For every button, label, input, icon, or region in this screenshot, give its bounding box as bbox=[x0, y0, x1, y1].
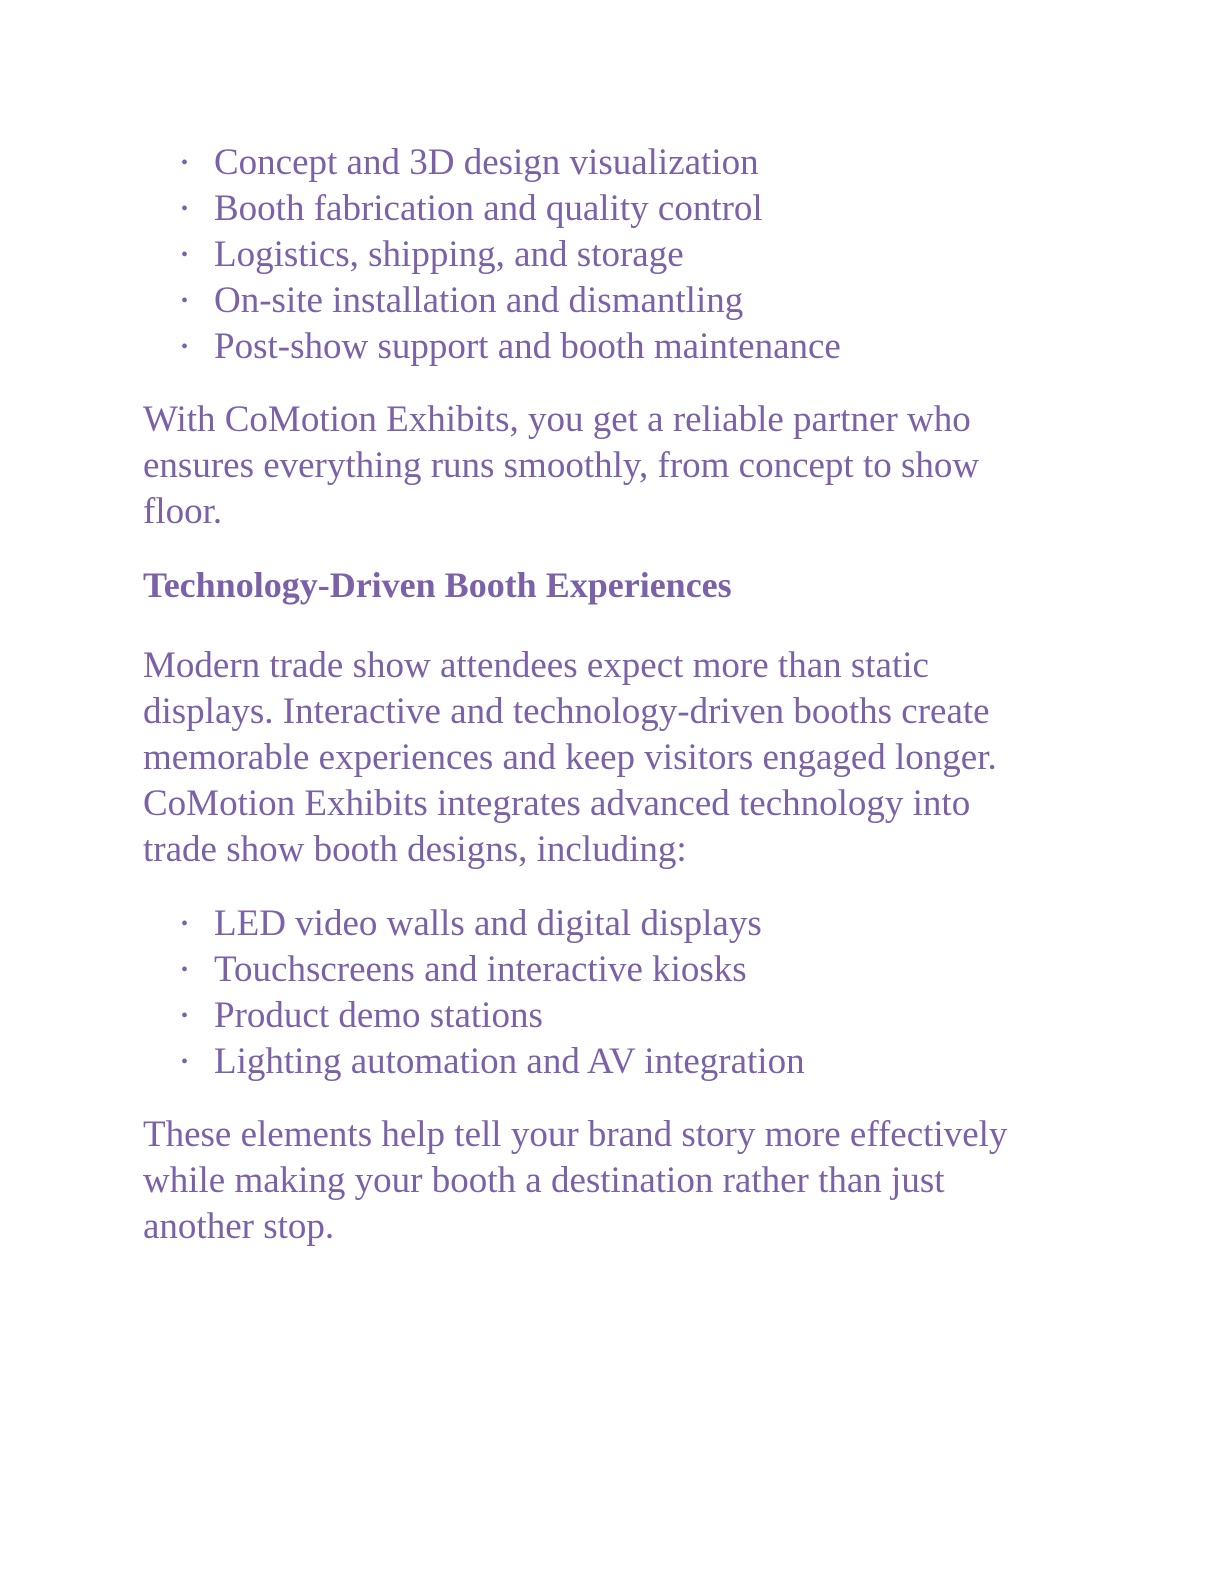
bullet-icon: • bbox=[181, 959, 189, 981]
document-page bbox=[143, 140, 1093, 1250]
list-item: • Product demo stations bbox=[143, 993, 1093, 1039]
list-item: • Touchscreens and interactive kiosks bbox=[143, 947, 1093, 993]
paragraph-line: ensures everything runs smoothly, from concept to show bbox=[143, 445, 980, 486]
list-item: • Logistics, shipping, and storage bbox=[143, 232, 1093, 278]
paragraph-line: Modern trade show attendees expect more than static bbox=[143, 645, 929, 686]
paragraph-line: These elements help tell your brand story more effectively bbox=[143, 1114, 1008, 1155]
paragraph-line: another stop. bbox=[143, 1206, 335, 1247]
list-item: • Post-show support and booth maintenance bbox=[143, 324, 1093, 370]
bullet-icon: • bbox=[181, 290, 189, 312]
services-list bbox=[143, 140, 1093, 370]
bullet-icon: • bbox=[181, 1051, 189, 1073]
bullet-icon: • bbox=[181, 336, 189, 358]
section-heading: Technology-Driven Booth Experiences bbox=[143, 565, 732, 605]
closing-paragraph bbox=[143, 1112, 1093, 1250]
list-item: • Booth fabrication and quality control bbox=[143, 186, 1093, 232]
paragraph-line: With CoMotion Exhibits, you get a reliable partner who bbox=[143, 399, 971, 440]
technology-paragraph bbox=[143, 643, 1093, 873]
list-item: • On-site installation and dismantling bbox=[143, 278, 1093, 324]
bullet-icon: • bbox=[181, 1005, 189, 1027]
bullet-icon: • bbox=[181, 244, 189, 266]
paragraph-line: floor. bbox=[143, 491, 223, 532]
bullet-icon: • bbox=[181, 913, 189, 935]
paragraph-line: trade show booth designs, including: bbox=[143, 829, 687, 870]
list-item: • Lighting automation and AV integration bbox=[143, 1039, 1093, 1085]
paragraph-line: memorable experiences and keep visitors engaged longer. bbox=[143, 737, 997, 778]
technology-list bbox=[143, 901, 1093, 1085]
paragraph-line: while making your booth a destination rather than just bbox=[143, 1160, 945, 1201]
paragraph-line: displays. Interactive and technology-driven booths create bbox=[143, 691, 990, 732]
list-item: • Concept and 3D design visualization bbox=[143, 140, 1093, 186]
list-item: • LED video walls and digital displays bbox=[143, 901, 1093, 947]
partner-paragraph bbox=[143, 397, 1093, 535]
bullet-icon: • bbox=[181, 198, 189, 220]
paragraph-line: CoMotion Exhibits integrates advanced technology into bbox=[143, 783, 971, 824]
bullet-icon: • bbox=[181, 152, 189, 174]
